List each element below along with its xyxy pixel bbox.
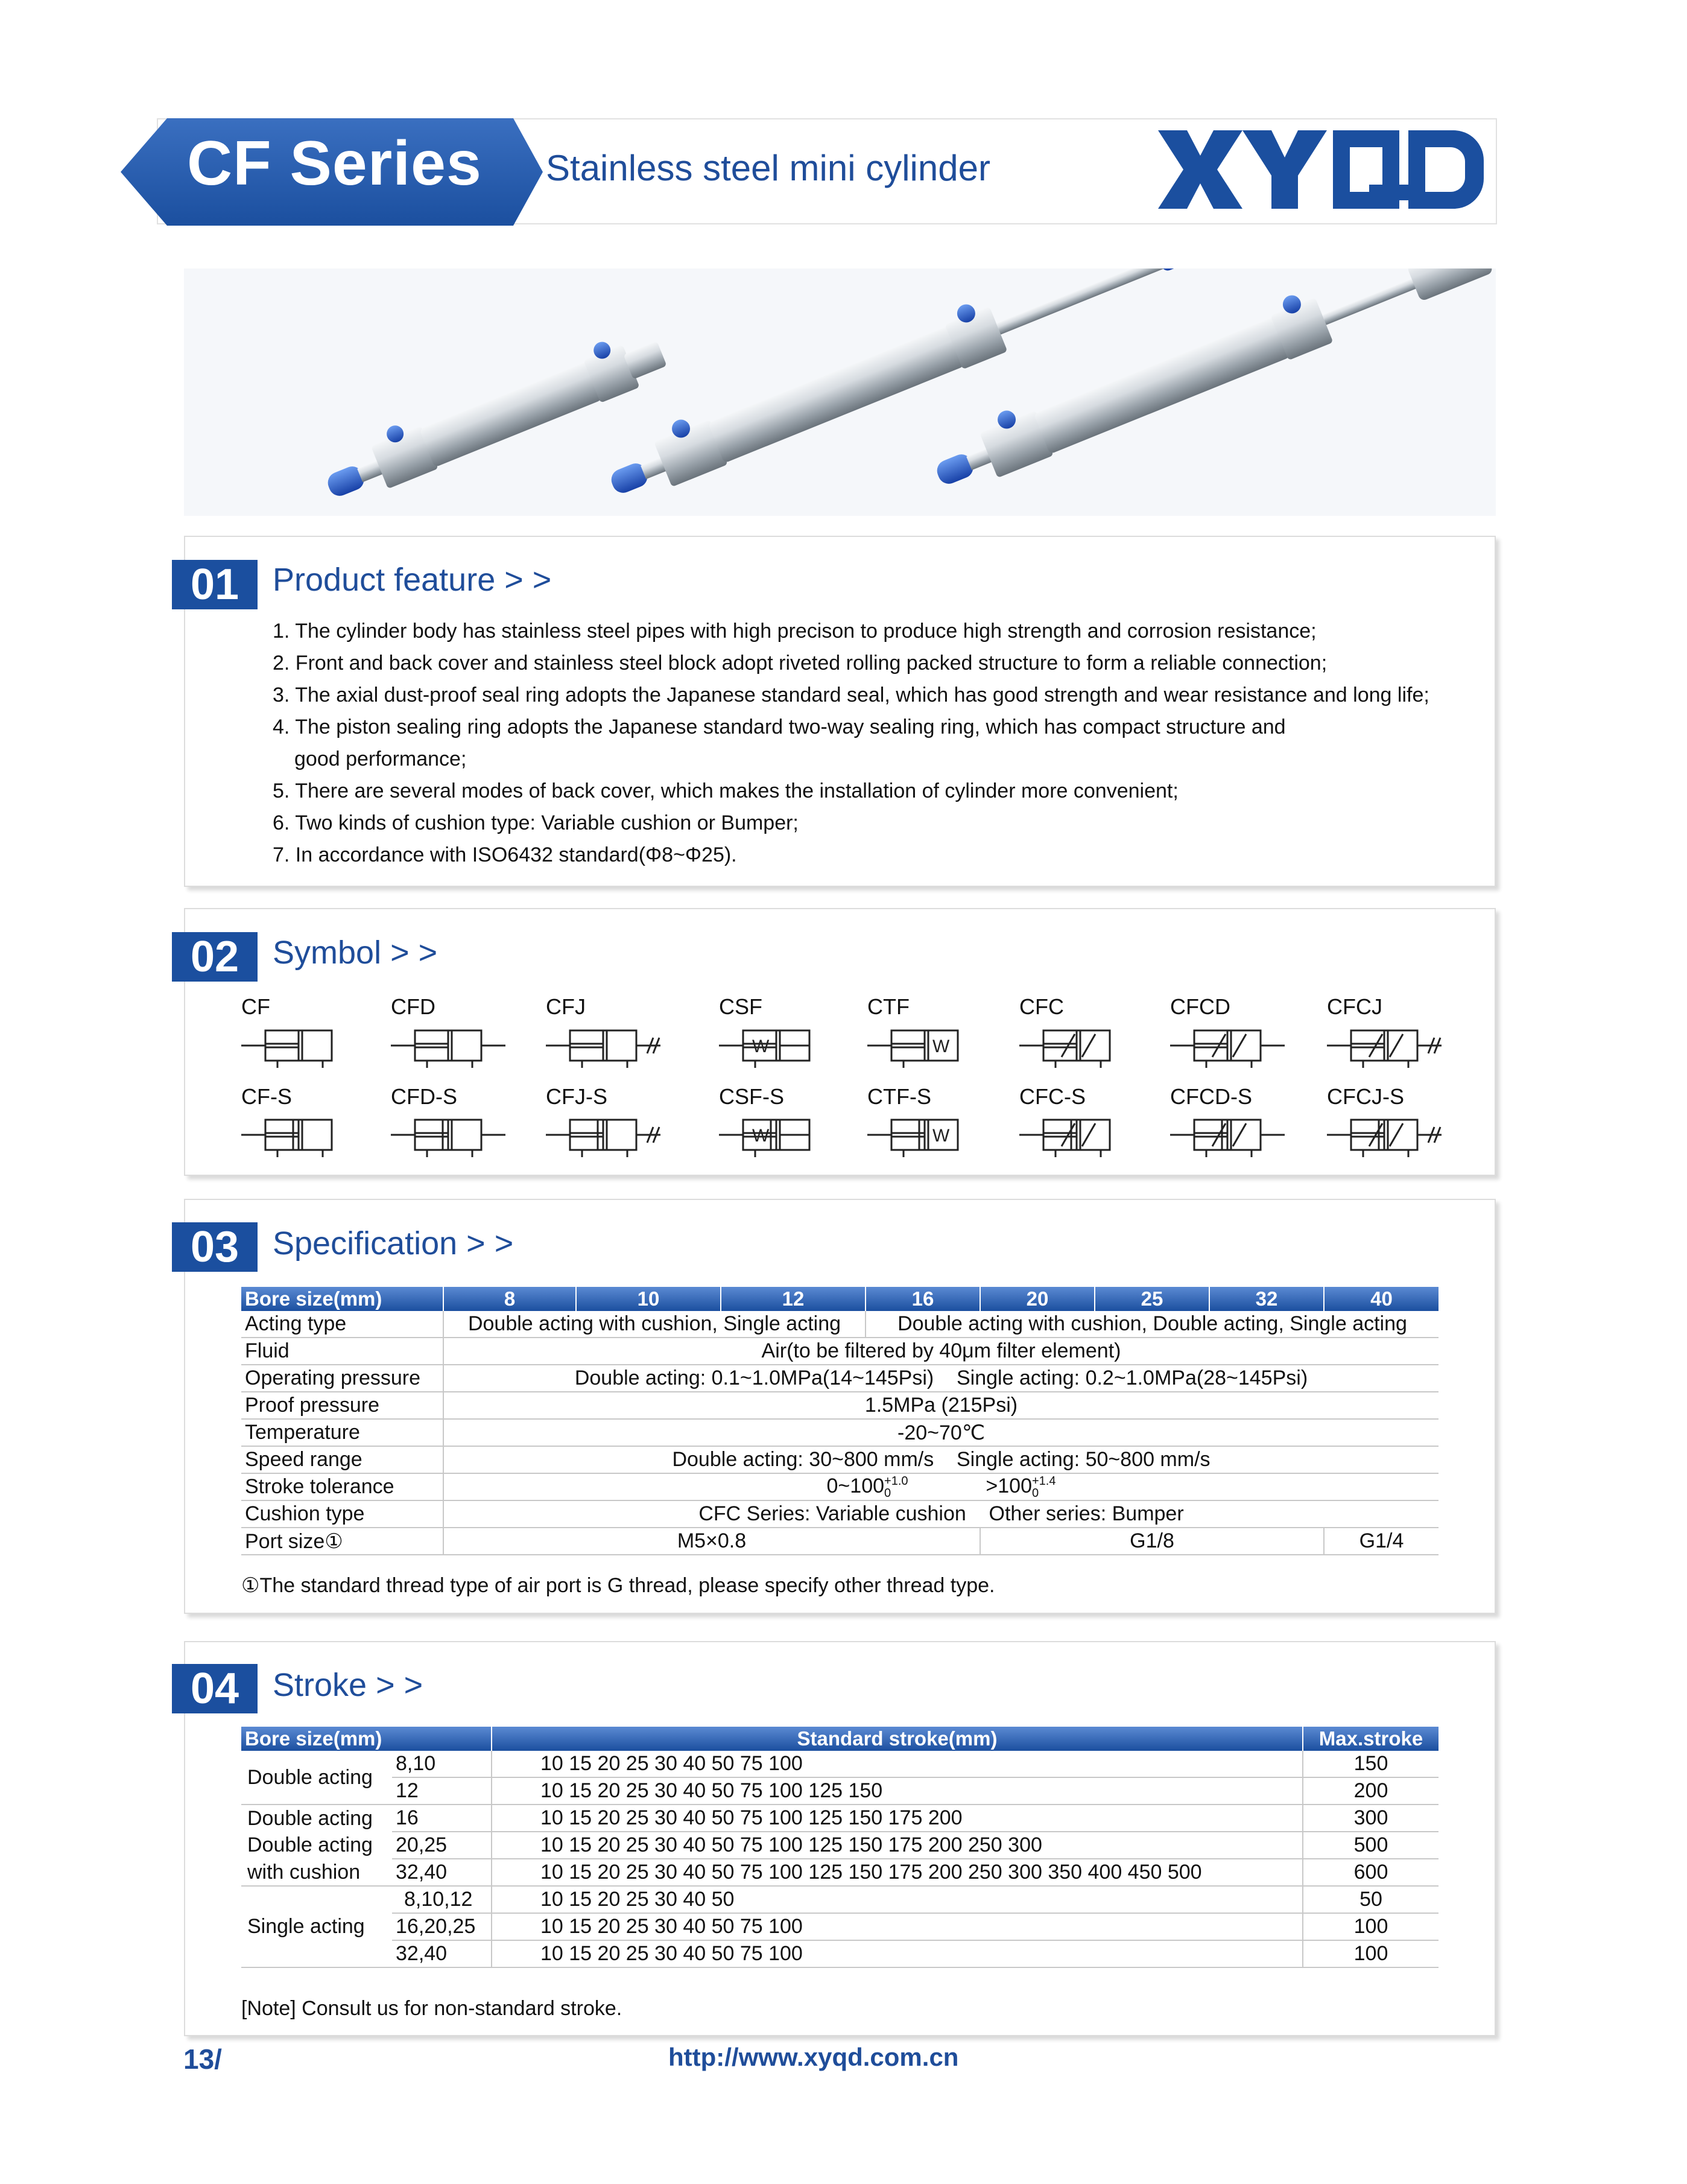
- group-label: [241, 1805, 392, 1832]
- header-cell: 10: [576, 1287, 721, 1311]
- pneumatic-symbol-icon: [241, 1115, 362, 1161]
- symbol-label: CF-S: [241, 1084, 292, 1109]
- table-row: [241, 1338, 1439, 1365]
- stroke-table: [241, 1727, 1439, 1968]
- table-row: [241, 1528, 1439, 1555]
- table-row: [241, 1777, 1439, 1805]
- table-row: [241, 1886, 1439, 1913]
- symbol-label: CFCJ-S: [1327, 1084, 1404, 1109]
- tolerance-b-upper: +1.4: [1032, 1475, 1056, 1488]
- page-subtitle: Stainless steel mini cylinder: [546, 148, 990, 188]
- pneumatic-symbol-icon: [867, 1115, 988, 1161]
- header-cell: Bore size(mm): [241, 1287, 443, 1311]
- table-row: [241, 1859, 1439, 1886]
- bore-cell: 20,25: [392, 1832, 492, 1859]
- group-label-line: Double acting: [247, 1833, 373, 1856]
- section-title: Stroke > >: [273, 1667, 423, 1703]
- list-item: 2. Front and back cover and stainless steel block adopt riveted rolling packed structure to form a reliable connection;: [273, 652, 1328, 675]
- list-item: good performance;: [294, 748, 467, 770]
- header-cell: Bore size(mm): [241, 1727, 492, 1751]
- page-number: 13/: [183, 2043, 222, 2075]
- header-cell: Max.stroke: [1303, 1727, 1439, 1751]
- tolerance-b-lower: 0: [1032, 1487, 1039, 1500]
- pneumatic-symbol-icon: [1170, 1026, 1291, 1071]
- svg-text:W: W: [932, 1126, 950, 1146]
- table-cell: Double acting with cushion, Single acting: [443, 1311, 866, 1338]
- pneumatic-symbol-icon: [391, 1115, 511, 1161]
- table-cell: Double acting with cushion, Double acting, Single acting: [866, 1311, 1439, 1338]
- bore-cell: 32,40: [392, 1940, 492, 1967]
- tolerance-b: >100: [986, 1474, 1032, 1497]
- max-cell: 50: [1303, 1886, 1439, 1913]
- row-label: Temperature: [241, 1419, 443, 1446]
- list-item: 1. The cylinder body has stainless steel pipes with high precison to produce high strength and corrosion resistance;: [273, 620, 1317, 643]
- section-number: 04: [172, 1664, 258, 1713]
- group-label-line: with cushion: [247, 1860, 361, 1884]
- feature-list: [273, 615, 1491, 871]
- tolerance-a-upper: +1.0: [884, 1475, 908, 1488]
- table-header-row: [241, 1727, 1439, 1751]
- section-number: 01: [172, 560, 258, 609]
- header-cell: 25: [1095, 1287, 1209, 1311]
- row-label: Proof pressure: [241, 1392, 443, 1419]
- row-label: Port size①: [241, 1528, 443, 1555]
- pneumatic-symbol-icon: [546, 1026, 666, 1071]
- list-item: 5. There are several modes of back cover, which makes the installation of cylinder more convenient;: [273, 779, 1179, 802]
- symbol-label: CSF: [719, 994, 762, 1019]
- pneumatic-symbol-icon: [1019, 1115, 1140, 1161]
- spec-note: ①The standard thread type of air port is G thread, please specify other thread type.: [241, 1574, 995, 1597]
- table-row: [241, 1419, 1439, 1446]
- table-cell: G1/8: [980, 1528, 1324, 1555]
- row-label: Speed range: [241, 1446, 443, 1473]
- symbol-label: CTF-S: [867, 1084, 931, 1109]
- table-cell: Double acting: 0.1~1.0MPa(14~145Psi) Single acting: 0.2~1.0MPa(28~145Psi): [443, 1365, 1439, 1392]
- tolerance-a-lower: 0: [884, 1487, 891, 1500]
- symbol-label: CFC: [1019, 994, 1064, 1019]
- symbol-label: CFCD: [1170, 994, 1230, 1019]
- max-cell: 500: [1303, 1832, 1439, 1859]
- bore-cell: 12: [392, 1777, 492, 1805]
- group-label: [241, 1859, 392, 1886]
- group-label: Single acting: [241, 1886, 392, 1967]
- list-item: 7. In accordance with ISO6432 standard(Φ8~Φ25).: [273, 843, 737, 866]
- list-item: 6. Two kinds of cushion type: Variable cushion or Bumper;: [273, 811, 799, 834]
- stroke-cell: 10 15 20 25 30 40 50: [492, 1886, 1303, 1913]
- header-cell: 20: [980, 1287, 1095, 1311]
- table-cell: M5×0.8: [443, 1528, 980, 1555]
- pneumatic-symbol-icon: [719, 1115, 840, 1161]
- spec-table: [241, 1287, 1439, 1555]
- symbol-label: CFJ-S: [546, 1084, 607, 1109]
- stroke-cell: 10 15 20 25 30 40 50 75 100 125 150 175 200 250 300: [492, 1832, 1303, 1859]
- website-link[interactable]: http://www.xyqd.com.cn: [668, 2043, 959, 2071]
- row-label: Acting type: [241, 1311, 443, 1338]
- bore-cell: 8,10: [392, 1751, 492, 1777]
- xyqd-logo: [1158, 124, 1484, 215]
- table-cell: [443, 1473, 1439, 1500]
- pneumatic-symbol-icon: [391, 1026, 511, 1071]
- header-cell: 12: [721, 1287, 866, 1311]
- stroke-note: [Note] Consult us for non-standard stroke.: [241, 1997, 622, 2020]
- pneumatic-symbol-icon: [867, 1026, 988, 1071]
- section-number: 02: [172, 932, 258, 982]
- stroke-cell: 10 15 20 25 30 40 50 75 100: [492, 1913, 1303, 1940]
- table-cell: Double acting: 30~800 mm/s Single acting: 50~800 mm/s: [443, 1446, 1439, 1473]
- table-row: [241, 1805, 1439, 1832]
- table-cell: -20~70℃: [443, 1419, 1439, 1446]
- max-cell: 150: [1303, 1751, 1439, 1777]
- group-label: [241, 1832, 392, 1859]
- pneumatic-symbol-icon: [241, 1026, 362, 1071]
- symbol-label: CF: [241, 994, 270, 1019]
- table-row: [241, 1365, 1439, 1392]
- row-label: Cushion type: [241, 1500, 443, 1528]
- stroke-cell: 10 15 20 25 30 40 50 75 100 125 150 175 200 250 300 350 400 450 500: [492, 1859, 1303, 1886]
- pneumatic-symbol-icon: [719, 1026, 840, 1071]
- bore-cell: 32,40: [392, 1859, 492, 1886]
- max-cell: 300: [1303, 1805, 1439, 1832]
- table-header-row: [241, 1287, 1439, 1311]
- product-photo: [184, 268, 1496, 516]
- bore-cell: 16,20,25: [392, 1913, 492, 1940]
- table-row: [241, 1473, 1439, 1500]
- group-label-line: Double acting: [247, 1806, 373, 1830]
- tolerance-a: 0~100: [826, 1474, 885, 1497]
- list-item: 3. The axial dust-proof seal ring adopts the Japanese standard seal, which has good strength and wear resistance and long life;: [273, 684, 1429, 706]
- symbol-label: CFCD-S: [1170, 1084, 1252, 1109]
- symbol-label: CSF-S: [719, 1084, 784, 1109]
- table-cell: CFC Series: Variable cushion Other series: Bumper: [443, 1500, 1439, 1528]
- symbol-label: CTF: [867, 994, 910, 1019]
- row-label: Stroke tolerance: [241, 1473, 443, 1500]
- table-row: [241, 1751, 1439, 1777]
- section-title: Specification > >: [273, 1225, 514, 1262]
- row-label: Operating pressure: [241, 1365, 443, 1392]
- symbol-label: CFD: [391, 994, 435, 1019]
- section-title: Symbol > >: [273, 935, 438, 971]
- max-cell: 100: [1303, 1913, 1439, 1940]
- max-cell: 200: [1303, 1777, 1439, 1805]
- section-title: Product feature > >: [273, 562, 552, 598]
- row-label: Fluid: [241, 1338, 443, 1365]
- table-row: [241, 1832, 1439, 1859]
- symbol-label: CFC-S: [1019, 1084, 1086, 1109]
- symbol-label: CFJ: [546, 994, 586, 1019]
- header-cell: Standard stroke(mm): [492, 1727, 1303, 1751]
- symbol-label: CFCJ: [1327, 994, 1382, 1019]
- table-row: [241, 1500, 1439, 1528]
- table-row: [241, 1392, 1439, 1419]
- section-number: 03: [172, 1222, 258, 1272]
- pneumatic-symbol-icon: [1327, 1115, 1448, 1161]
- group-label: Double acting: [241, 1751, 392, 1805]
- table-row: [241, 1311, 1439, 1338]
- pneumatic-symbol-icon: [1327, 1026, 1448, 1071]
- svg-text:W: W: [932, 1036, 950, 1056]
- table-row: [241, 1913, 1439, 1940]
- list-item: 4. The piston sealing ring adopts the Japanese standard two-way sealing ring, which has compact structure and: [273, 716, 1286, 738]
- stroke-cell: 10 15 20 25 30 40 50 75 100: [492, 1751, 1303, 1777]
- pneumatic-symbol-icon: [546, 1115, 666, 1161]
- header-cell: 8: [443, 1287, 576, 1311]
- pneumatic-symbol-icon: [1170, 1115, 1291, 1161]
- table-row: [241, 1940, 1439, 1967]
- bore-cell: 16: [392, 1805, 492, 1832]
- stroke-cell: 10 15 20 25 30 40 50 75 100 125 150 175 200: [492, 1805, 1303, 1832]
- svg-text:W: W: [752, 1126, 770, 1146]
- table-cell: 1.5MPa (215Psi): [443, 1392, 1439, 1419]
- header-cell: 32: [1209, 1287, 1324, 1311]
- symbol-label: CFD-S: [391, 1084, 457, 1109]
- stroke-cell: 10 15 20 25 30 40 50 75 100 125 150: [492, 1777, 1303, 1805]
- svg-text:W: W: [752, 1036, 770, 1056]
- max-cell: 600: [1303, 1859, 1439, 1886]
- header-cell: 40: [1324, 1287, 1439, 1311]
- table-row: [241, 1446, 1439, 1473]
- series-title: CF Series: [187, 129, 482, 198]
- table-cell: G1/4: [1324, 1528, 1439, 1555]
- header-cell: 16: [866, 1287, 980, 1311]
- table-cell: Air(to be filtered by 40μm filter element): [443, 1338, 1439, 1365]
- bore-cell: 8,10,12: [392, 1886, 492, 1913]
- max-cell: 100: [1303, 1940, 1439, 1967]
- pneumatic-symbol-icon: [1019, 1026, 1140, 1071]
- stroke-cell: 10 15 20 25 30 40 50 75 100: [492, 1940, 1303, 1967]
